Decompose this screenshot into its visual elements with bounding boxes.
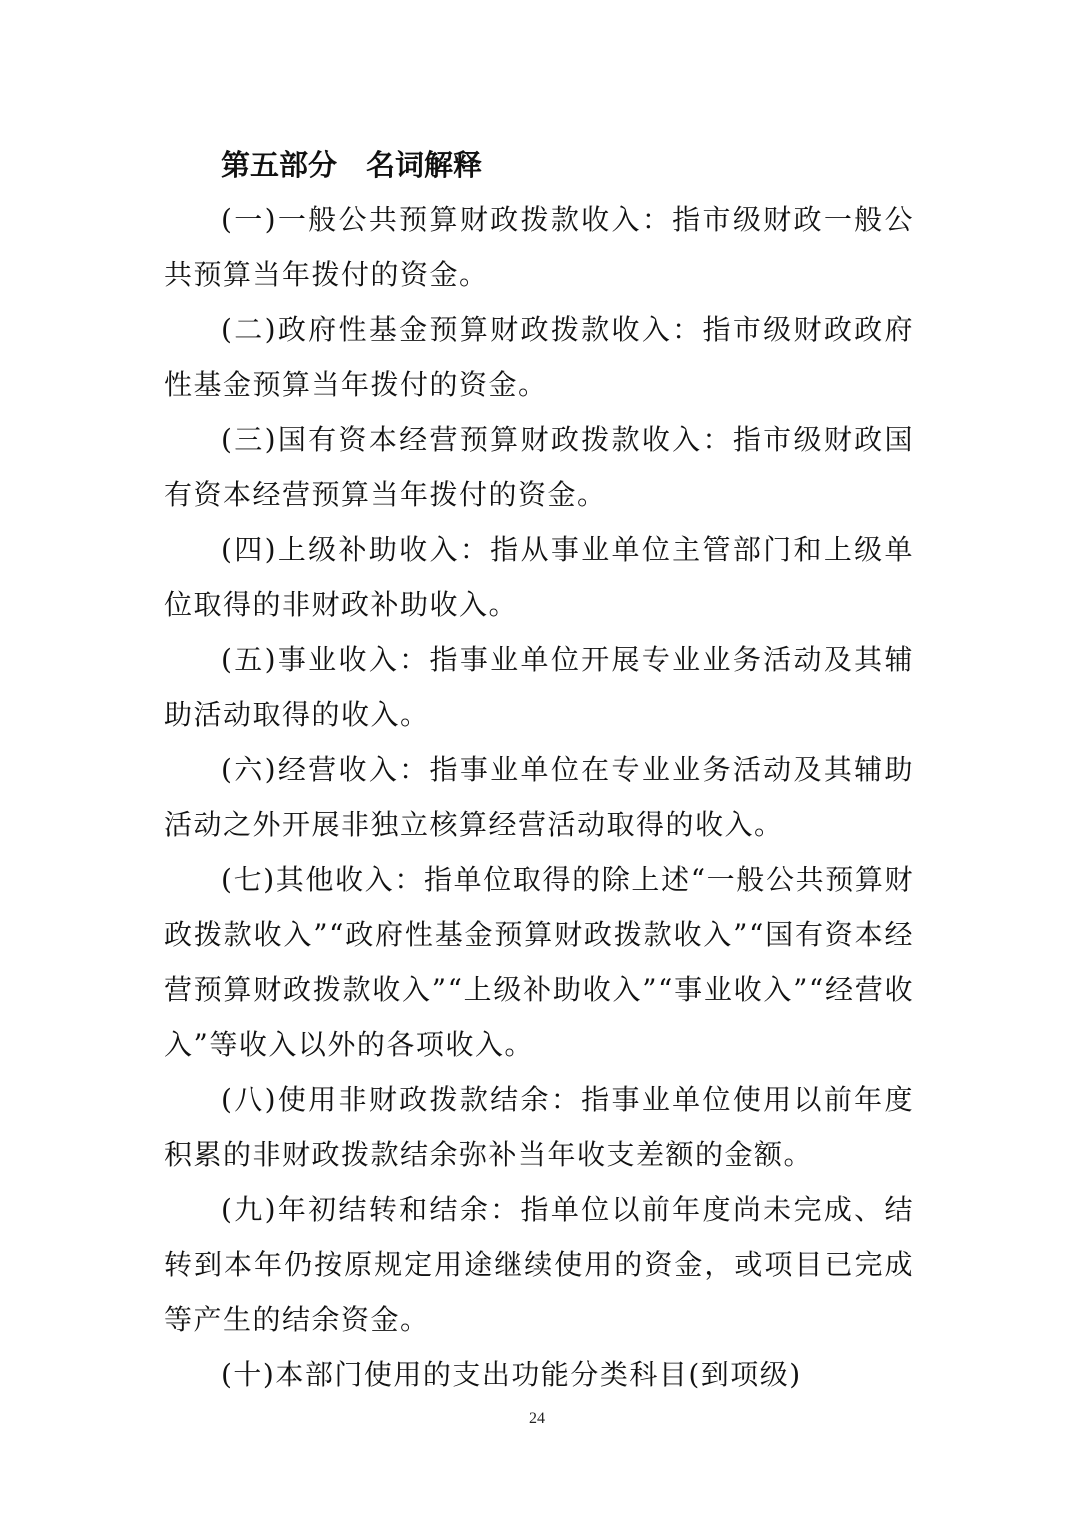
- section-title: 第五部分 名词解释: [221, 148, 483, 182]
- paragraph-10: (十)本部门使用的支出功能分类科目(到项级): [221, 1358, 802, 1391]
- paragraph-3: (三)国有资本经营预算财政拨款收入：指市级财政国有资本经营预算当年拨付的资金。: [164, 423, 914, 511]
- paragraph-9: (九)年初结转和结余：指单位以前年度尚未完成、结转到本年仍按原规定用途继续使用的资金，或项目已完成等产生的结余资金。: [164, 1193, 914, 1336]
- paragraph-5: (五)事业收入：指事业单位开展专业业务活动及其辅助活动取得的收入。: [164, 643, 914, 731]
- paragraph-8: (八)使用非财政拨款结余：指事业单位使用以前年度积累的非财政拨款结余弥补当年收支差额的金额。: [164, 1083, 914, 1171]
- paragraph-6: (六)经营收入：指事业单位在专业业务活动及其辅助活动之外开展非独立核算经营活动取得的收入。: [164, 753, 914, 841]
- paragraph-1: (一)一般公共预算财政拨款收入：指市级财政一般公共预算当年拨付的资金。: [164, 203, 914, 291]
- paragraph-2: (二)政府性基金预算财政拨款收入：指市级财政政府性基金预算当年拨付的资金。: [164, 313, 914, 401]
- paragraph-7: (七)其他收入：指单位取得的除上述“一般公共预算财政拨款收入”“政府性基金预算财政拨款收入”“国有资本经营预算财政拨款收入”“上级补助收入”“事业收入”“经营收入”等收入以外的各项收入。: [164, 863, 914, 1061]
- page-number: 24: [529, 1410, 545, 1427]
- paragraph-4: (四)上级补助收入：指从事业单位主管部门和上级单位取得的非财政补助收入。: [164, 533, 914, 621]
- page-content: [164, 138, 914, 1402]
